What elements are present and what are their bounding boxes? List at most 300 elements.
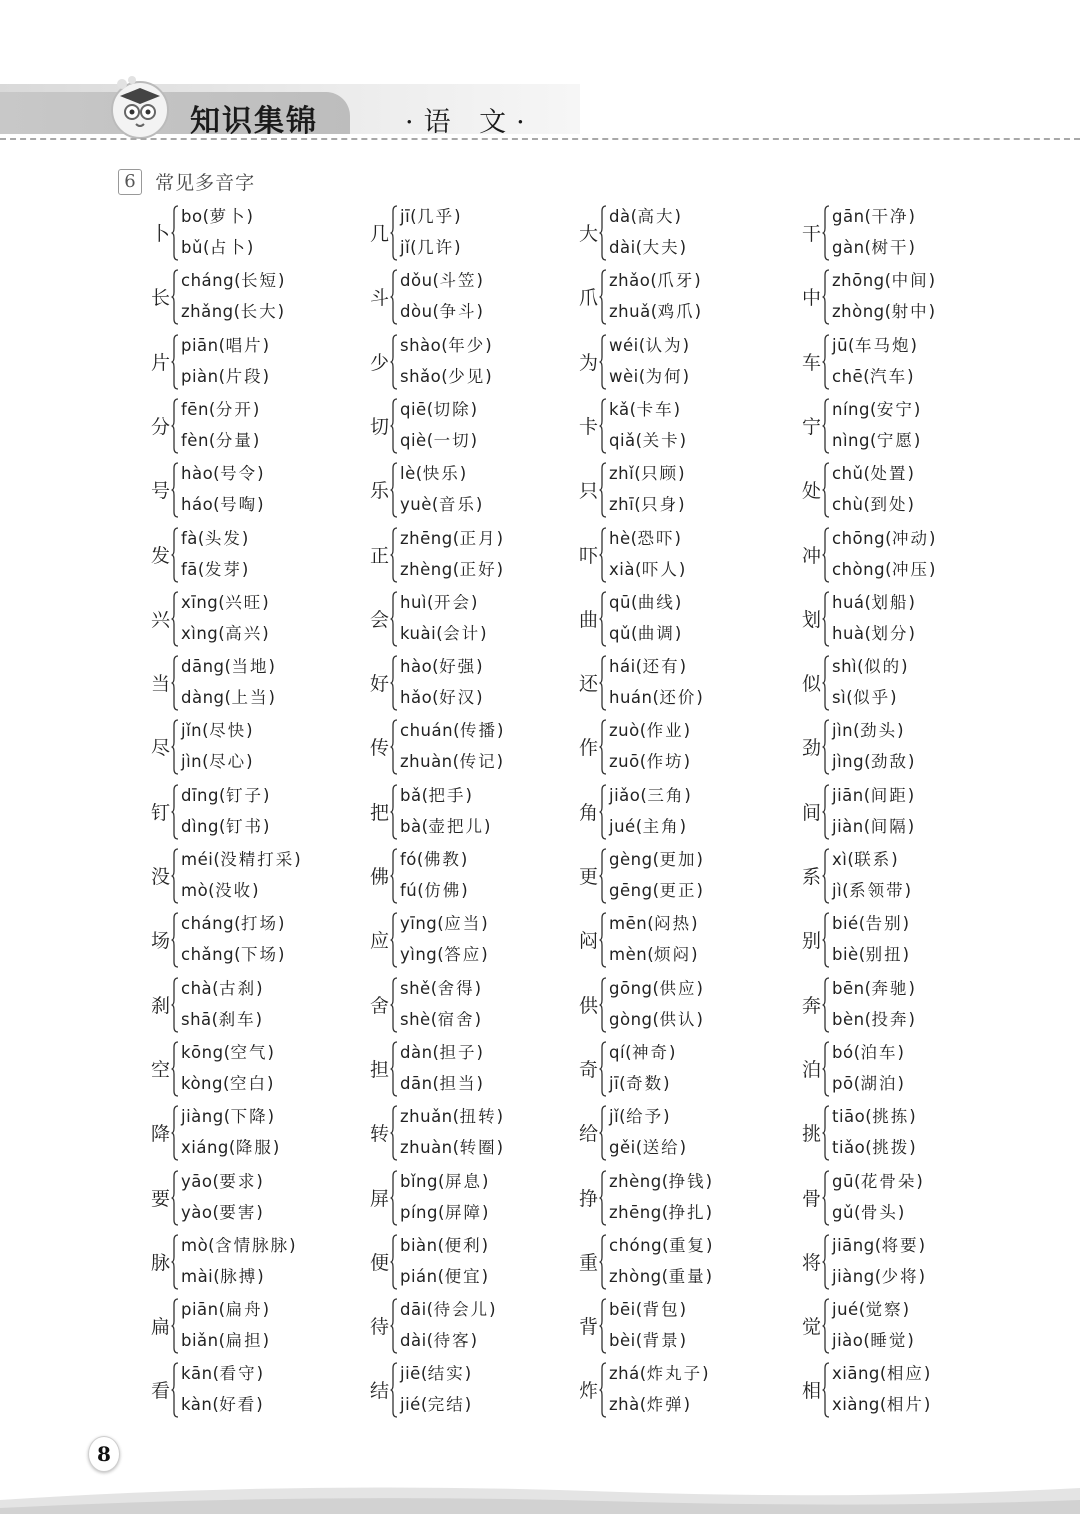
paren-close: ) — [497, 721, 504, 741]
pinyin: zhōng — [832, 271, 885, 291]
paren-open: ( — [652, 850, 660, 869]
example-word: 佛教 — [423, 850, 461, 869]
reading-row — [609, 525, 681, 549]
reading-row — [181, 717, 253, 741]
polyphone-entry — [579, 332, 794, 394]
example-word: 还价 — [659, 688, 697, 708]
curly-brace-icon — [390, 655, 398, 711]
pinyin: xīng — [181, 592, 219, 612]
example-word: 作业 — [646, 721, 684, 741]
reading-row — [400, 1296, 496, 1320]
example-word: 把手 — [428, 785, 466, 805]
example-word: 占卜 — [209, 238, 247, 257]
paren-open: ( — [212, 1364, 220, 1384]
example-word: 长大 — [240, 302, 278, 322]
reading-row — [181, 1039, 274, 1063]
polyphone-entry — [802, 525, 1017, 587]
paren-close: ) — [682, 366, 690, 386]
example-word: 头发 — [204, 528, 242, 548]
pinyin: qiè — [400, 430, 427, 450]
example-word: 便宜 — [444, 1266, 482, 1286]
paren-close: ) — [897, 721, 905, 741]
paren-close: ) — [929, 528, 936, 548]
curly-brace-icon — [390, 1041, 398, 1097]
example-word: 背景 — [642, 1331, 680, 1351]
polyphone-entry — [151, 203, 366, 265]
curly-brace-icon — [822, 1298, 830, 1354]
page-number: 8 — [88, 1436, 120, 1472]
paren-close: ) — [481, 1171, 489, 1191]
example-word: 扁舟 — [225, 1300, 263, 1320]
paren-open: ( — [635, 657, 643, 677]
section-title: 常见多音字 — [155, 172, 256, 194]
reading-row — [609, 620, 682, 644]
paren-close: ) — [913, 430, 921, 450]
pinyin: chǔ — [832, 464, 864, 484]
example-word: 斗笠 — [439, 271, 477, 291]
pinyin: jié — [400, 1395, 421, 1415]
paren-open: ( — [647, 914, 655, 934]
paren-close: ) — [696, 850, 704, 869]
curly-brace-icon — [171, 1170, 179, 1226]
paren-close: ) — [918, 1235, 926, 1255]
polyphone-entry — [151, 396, 366, 458]
paren-close: ) — [481, 1235, 489, 1255]
polyphone-character: 扁 — [151, 1316, 171, 1339]
example-word: 钉书 — [225, 816, 263, 836]
example-word: 长短 — [241, 271, 279, 291]
example-word: 神奇 — [632, 1042, 669, 1062]
paren-close: ) — [474, 978, 482, 998]
pinyin: nìng — [832, 430, 870, 450]
pinyin: pō — [832, 1073, 854, 1093]
polyphone-character: 发 — [151, 544, 171, 567]
example-word: 扭转 — [459, 1107, 497, 1127]
curly-brace-icon — [822, 591, 830, 647]
curly-brace-icon — [171, 719, 179, 775]
pinyin: fèn — [181, 430, 209, 450]
pinyin: zuò — [609, 721, 640, 741]
paren-close: ) — [262, 366, 270, 386]
reading-row — [400, 877, 468, 901]
example-word: 高大 — [637, 207, 675, 226]
example-word: 系领带 — [849, 881, 905, 900]
paren-open: ( — [879, 1364, 887, 1384]
header-divider — [0, 138, 1080, 140]
reading-row — [832, 1391, 931, 1415]
example-word: 劲头 — [860, 721, 898, 741]
curly-brace-icon — [599, 591, 607, 647]
example-word: 挣扎 — [668, 1202, 706, 1222]
polyphone-character: 当 — [151, 673, 171, 696]
reading-row — [400, 589, 478, 613]
reading-row — [400, 1263, 489, 1287]
polyphone-character: 吓 — [579, 544, 599, 567]
pinyin: chǎng — [181, 945, 235, 965]
polyphone-entry — [151, 717, 366, 779]
example-word: 重复 — [669, 1235, 706, 1255]
paren-close: ) — [907, 366, 915, 386]
example-word: 担子 — [439, 1042, 477, 1062]
example-word: 号啕 — [220, 495, 258, 515]
polyphone-character: 间 — [802, 801, 822, 824]
reading-row — [181, 620, 269, 644]
reading-row — [609, 427, 687, 451]
polyphone-character: 会 — [370, 608, 390, 631]
curly-brace-icon — [171, 977, 179, 1033]
pinyin: chòng — [832, 559, 886, 579]
pinyin: cháng — [181, 271, 235, 291]
example-word: 传记 — [459, 752, 497, 772]
reading-row — [181, 1232, 296, 1256]
paren-open: ( — [234, 271, 242, 291]
curly-brace-icon — [171, 655, 179, 711]
paren-close: ) — [262, 1300, 270, 1320]
example-word: 尽快 — [209, 721, 247, 741]
example-word: 要害 — [219, 1202, 257, 1222]
example-word: 曲调 — [637, 623, 675, 643]
example-word: 投奔 — [871, 1009, 909, 1029]
reading-row — [609, 1103, 670, 1127]
reading-row — [400, 910, 488, 934]
paren-close: ) — [461, 881, 469, 900]
example-word: 处置 — [870, 464, 908, 484]
example-word: 联系 — [854, 850, 892, 869]
pinyin: piān — [181, 1300, 219, 1320]
polyphone-character: 少 — [370, 351, 390, 374]
reading-row — [832, 1070, 904, 1094]
polyphone-entry — [370, 1296, 585, 1358]
pinyin: yìng — [400, 945, 438, 965]
paren-open: ( — [426, 1300, 434, 1320]
paren-close: ) — [464, 1395, 472, 1415]
example-word: 舍得 — [437, 978, 475, 998]
example-word: 年少 — [448, 335, 486, 355]
curly-brace-icon — [599, 1041, 607, 1097]
paren-close: ) — [476, 1042, 484, 1062]
example-word: 主角 — [642, 816, 680, 836]
reading-row — [400, 1232, 489, 1256]
example-word: 待会儿 — [433, 1300, 490, 1320]
paren-close: ) — [679, 816, 687, 836]
pinyin: gěi — [609, 1138, 636, 1158]
paren-close: ) — [908, 1009, 916, 1029]
paren-open: ( — [218, 623, 226, 643]
paren-close: ) — [696, 881, 704, 900]
paren-open: ( — [639, 752, 647, 772]
reading-row — [832, 1360, 931, 1384]
curly-brace-icon — [822, 655, 830, 711]
pinyin: zhuàn — [400, 1138, 453, 1158]
polyphone-entry — [151, 1039, 366, 1101]
paren-open: ( — [438, 1202, 445, 1222]
curly-brace-icon — [599, 719, 607, 775]
reading-row — [609, 910, 698, 934]
paren-open: ( — [208, 881, 216, 900]
polyphone-character: 角 — [579, 801, 599, 824]
pinyin: zhòng — [832, 302, 885, 322]
polyphone-entry — [579, 846, 794, 908]
reading-row — [400, 1134, 504, 1158]
polyphone-entry — [579, 396, 794, 458]
curly-brace-icon — [390, 334, 398, 390]
paren-close: ) — [481, 945, 489, 965]
polyphone-character: 为 — [579, 351, 599, 374]
curly-brace-icon — [822, 784, 830, 840]
paren-close: ) — [262, 816, 270, 836]
polyphone-entry — [370, 782, 585, 844]
polyphone-character: 划 — [802, 608, 822, 631]
polyphone-character: 将 — [802, 1251, 822, 1274]
pinyin: zhèng — [609, 1171, 662, 1191]
polyphone-character: 曲 — [579, 608, 599, 631]
paren-open: ( — [864, 238, 872, 257]
reading-row — [832, 589, 915, 613]
paren-open: ( — [847, 850, 855, 869]
pinyin: tiāo — [832, 1107, 866, 1127]
reading-row — [400, 1327, 478, 1351]
reading-row — [609, 203, 681, 227]
example-word: 扁担 — [225, 1331, 263, 1351]
polyphone-entry — [579, 910, 794, 972]
paren-close: ) — [907, 816, 915, 836]
paren-close: ) — [475, 495, 483, 515]
example-word: 下场 — [241, 945, 279, 965]
paren-close: ) — [669, 1042, 676, 1062]
polyphone-entry — [151, 1360, 366, 1422]
pinyin: jué — [609, 816, 636, 836]
reading-row — [832, 1039, 904, 1063]
pinyin: huá — [832, 592, 865, 612]
example-word: 几乎 — [417, 207, 455, 226]
paren-close: ) — [262, 592, 270, 612]
curly-brace-icon — [822, 334, 830, 390]
polyphone-entry — [579, 1232, 794, 1294]
pinyin: zhǐ — [609, 464, 635, 484]
example-word: 要求 — [219, 1171, 257, 1191]
reading-row — [181, 1391, 263, 1415]
polyphone-entry — [151, 1296, 366, 1358]
example-word: 音乐 — [438, 495, 476, 515]
reading-row — [400, 556, 504, 580]
paren-close: ) — [902, 914, 910, 934]
paren-close: ) — [268, 657, 276, 677]
paren-close: ) — [908, 238, 916, 257]
example-word: 汽车 — [870, 366, 908, 386]
pinyin: jǐ — [400, 238, 411, 257]
polyphone-character: 干 — [802, 223, 822, 245]
reading-row — [181, 332, 270, 356]
polyphone-entry — [579, 975, 794, 1037]
reading-row — [181, 1134, 280, 1158]
paren-close: ) — [252, 430, 260, 450]
polyphone-character: 钉 — [151, 801, 171, 824]
pinyin: bà — [400, 816, 422, 836]
paren-close: ) — [476, 688, 484, 708]
paren-open: ( — [639, 721, 647, 741]
polyphone-entry — [579, 1296, 794, 1358]
reading-row — [832, 298, 936, 322]
section-heading — [118, 168, 255, 196]
example-word: 空气 — [230, 1042, 268, 1062]
polyphone-character: 切 — [370, 415, 390, 438]
owl-mascot-logo — [106, 74, 174, 140]
pinyin: xiàng — [832, 1395, 880, 1415]
paren-open: ( — [661, 1266, 669, 1286]
example-word: 车马炮 — [854, 335, 911, 355]
pinyin: kōng — [181, 1042, 224, 1062]
pinyin: chù — [832, 495, 864, 515]
curly-brace-icon — [171, 1362, 179, 1418]
pinyin: bèn — [832, 1009, 865, 1029]
paren-close: ) — [460, 850, 468, 869]
polyphone-entry — [370, 1360, 585, 1422]
example-word: 打场 — [241, 914, 279, 934]
pinyin: zhá — [609, 1364, 640, 1384]
polyphone-entry — [579, 1360, 794, 1422]
pinyin: fó — [400, 850, 417, 869]
paren-close: ) — [267, 1042, 275, 1062]
paren-close: ) — [678, 495, 686, 515]
example-word: 骨头 — [860, 1202, 898, 1222]
paren-open: ( — [629, 399, 637, 419]
curly-brace-icon — [599, 977, 607, 1033]
reading-row — [181, 267, 285, 291]
example-word: 曲线 — [637, 592, 675, 612]
example-word: 答应 — [444, 945, 482, 965]
paren-close: ) — [683, 721, 691, 741]
example-word: 鸡爪 — [657, 302, 695, 322]
polyphone-character: 处 — [802, 480, 822, 503]
polyphone-character: 长 — [151, 287, 171, 310]
polyphone-character: 佛 — [370, 866, 390, 888]
curly-brace-icon — [390, 848, 398, 904]
example-word: 射中 — [891, 302, 929, 322]
paren-close: ) — [476, 657, 484, 677]
pinyin: huà — [832, 623, 865, 643]
paren-close: ) — [266, 1073, 274, 1093]
example-word: 好看 — [219, 1395, 257, 1415]
paren-open: ( — [630, 592, 638, 612]
pinyin: bié — [832, 914, 859, 934]
example-word: 空白 — [229, 1073, 267, 1093]
reading-row — [181, 1360, 264, 1384]
reading-row — [181, 589, 269, 613]
paren-close: ) — [257, 1266, 265, 1286]
paren-open: ( — [420, 1364, 428, 1384]
pinyin: chuán — [400, 721, 454, 741]
pinyin: kòng — [181, 1073, 223, 1093]
polyphone-character: 奇 — [579, 1058, 599, 1081]
polyphone-character: 系 — [802, 866, 822, 888]
curly-brace-icon — [599, 1170, 607, 1226]
example-word: 只顾 — [641, 464, 679, 484]
curly-brace-icon — [171, 1298, 179, 1354]
paren-close: ) — [909, 1138, 917, 1158]
footer-swoosh — [0, 1470, 1080, 1514]
example-word: 应当 — [444, 914, 482, 934]
polyphone-character: 给 — [579, 1123, 599, 1146]
pinyin: mèn — [609, 945, 648, 965]
paren-close: ) — [476, 1073, 484, 1093]
paren-close: ) — [496, 752, 504, 772]
paren-close: ) — [256, 1395, 264, 1415]
example-word: 好汉 — [439, 688, 477, 708]
paren-close: ) — [679, 1331, 687, 1351]
example-word: 花骨朵 — [860, 1171, 917, 1191]
reading-row — [400, 1360, 472, 1384]
pinyin: dàng — [181, 688, 225, 708]
polyphone-entry — [370, 460, 585, 522]
pinyin: xìng — [181, 623, 219, 643]
paren-open: ( — [865, 1138, 873, 1158]
polyphone-character: 好 — [370, 673, 390, 696]
paren-open: ( — [437, 1266, 445, 1286]
pinyin: jī — [609, 1073, 620, 1093]
curly-brace-icon — [171, 784, 179, 840]
polyphone-character: 车 — [802, 351, 822, 374]
paren-close: ) — [674, 528, 682, 548]
pinyin: gēng — [609, 881, 653, 900]
paren-open: ( — [864, 978, 872, 998]
paren-open: ( — [427, 592, 434, 612]
paren-open: ( — [635, 1300, 643, 1320]
paren-open: ( — [223, 1107, 231, 1127]
paren-open: ( — [213, 495, 221, 515]
example-word: 三角 — [647, 785, 685, 805]
reading-row — [832, 427, 921, 451]
pinyin: gǔ — [832, 1202, 854, 1222]
pinyin: kān — [181, 1364, 213, 1384]
paren-open: ( — [634, 464, 642, 484]
curly-brace-icon — [822, 527, 830, 583]
pinyin: jiē — [400, 1364, 421, 1384]
paren-close: ) — [696, 1009, 704, 1029]
curly-brace-icon — [822, 1041, 830, 1097]
paren-open: ( — [652, 881, 660, 900]
reading-row — [400, 846, 468, 870]
reading-row — [832, 1103, 916, 1127]
example-word: 供应 — [659, 978, 697, 998]
pinyin: háo — [181, 495, 214, 515]
polyphone-character: 转 — [370, 1123, 390, 1146]
pinyin: dài — [400, 1331, 427, 1351]
example-word: 发芽 — [204, 559, 242, 579]
reading-row — [832, 941, 910, 965]
paren-open: ( — [437, 945, 445, 965]
example-word: 屏息 — [444, 1171, 482, 1191]
reading-row — [609, 1168, 713, 1192]
polyphone-entry — [151, 910, 366, 972]
paren-close: ) — [908, 207, 916, 226]
reading-row — [400, 1103, 504, 1127]
curly-brace-icon — [171, 334, 179, 390]
paren-open: ( — [853, 1171, 861, 1191]
paren-open: ( — [223, 1042, 231, 1062]
paren-close: ) — [694, 302, 702, 322]
pinyin: hào — [400, 657, 433, 677]
example-word: 刹车 — [218, 1009, 256, 1029]
polyphone-character: 似 — [802, 673, 822, 696]
pinyin: tiǎo — [832, 1138, 866, 1158]
pinyin: bo — [181, 207, 203, 226]
example-word: 担当 — [439, 1073, 477, 1093]
reading-row — [400, 813, 491, 837]
paren-close: ) — [890, 688, 898, 708]
paren-close: ) — [913, 399, 921, 419]
example-word: 间距 — [870, 785, 908, 805]
reading-row — [609, 717, 691, 741]
